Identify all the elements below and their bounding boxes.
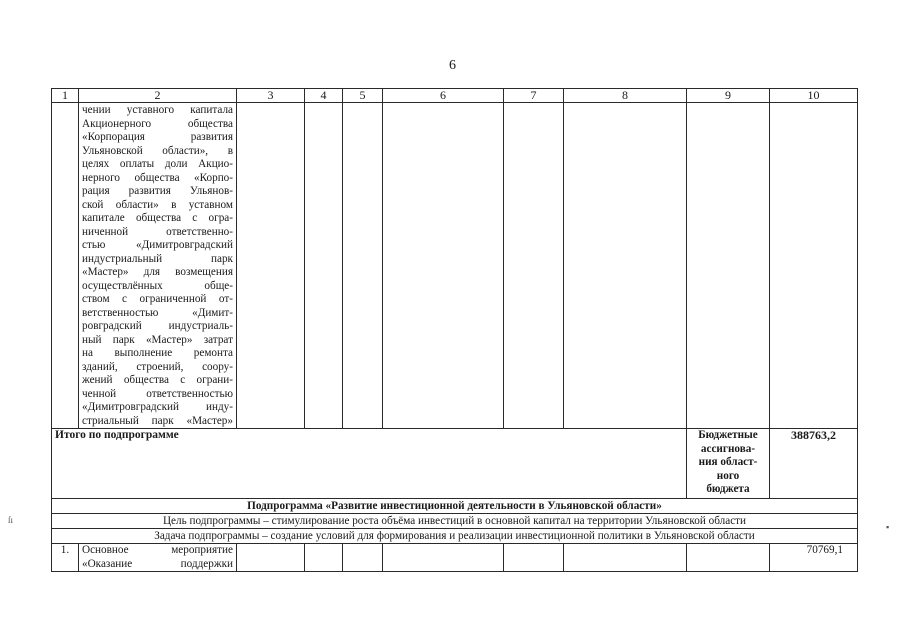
measure-text-line: стью «Димитровградский [82, 239, 233, 251]
subprogram-task: Задача подпрограммы – создание условий для формирования и реализации инвестиционной политики в Ульяновской области [52, 529, 858, 544]
row-amount: 70769,1 [770, 544, 858, 572]
measure-text-line: жений общества с ограни- [82, 374, 233, 386]
measure-text [82, 104, 233, 428]
subprogram-title-row [52, 499, 858, 514]
subprogram-task-row [52, 529, 858, 544]
column-header: 4 [305, 89, 343, 103]
column-number-row [52, 89, 858, 103]
column-header: 8 [564, 89, 687, 103]
measure-text-line: ветственностью «Димит- [82, 306, 233, 319]
measure-text-line: ством с ограниченной от- [82, 293, 233, 305]
margin-mark: ſı [8, 515, 14, 525]
page-number: 6 [449, 58, 456, 73]
measure-text-line: целях оплаты доли Акцио- [82, 158, 233, 170]
row-description: Основное мероприятие «Оказание поддержки [79, 544, 237, 572]
subprogram-title: Подпрограмма «Развитие инвестиционной деятельности в Ульяновской области» [52, 499, 858, 514]
measure-text-line: «Димитровградский инду- [82, 401, 233, 413]
column-header: 2 [79, 89, 237, 103]
subprogram-goal-row [52, 514, 858, 529]
measure-text-line: ниченной ответственно- [82, 225, 233, 238]
measure-text-line: ской области» в уставном [82, 198, 233, 211]
table-row [52, 544, 858, 572]
column-header: 6 [383, 89, 504, 103]
measure-text-line: капитале общества с огра- [82, 212, 233, 224]
column-header: 3 [237, 89, 305, 103]
measure-text-line: осуществлённых обще- [82, 279, 233, 292]
subprogram-goal: Цель подпрограммы – стимулирование роста объёма инвестиций в основной капитал на территории Ульяновской области [52, 514, 858, 529]
row-number: 1. [52, 544, 79, 572]
measure-description [79, 103, 237, 429]
measure-text-line: стриальный парк «Мастер» [82, 414, 233, 427]
margin-mark: ▪ [886, 522, 890, 532]
budget-table [51, 88, 858, 572]
measure-text-line: на выполнение ремонта [82, 347, 233, 359]
measure-text-line: ровградский индустриаль- [82, 320, 233, 332]
subtotal-label: Итого по подпрограмме [52, 429, 687, 499]
measure-text-line: Ульяновской области», в [82, 144, 233, 157]
column-header: 10 [770, 89, 858, 103]
measure-text-line: ченной ответственностью [82, 387, 233, 400]
subtotal-amount: 388763,2 [770, 429, 858, 499]
measure-text-line: рация развития Ульянов- [82, 185, 233, 197]
measure-text-line: чении уставного капитала [82, 104, 233, 116]
measure-text-line: нерного общества «Корпо- [82, 171, 233, 184]
measure-text-line: Акционерного общества [82, 117, 233, 130]
column-header: 5 [343, 89, 383, 103]
measure-text-line: «Мастер» для возмещения [82, 266, 233, 278]
measure-text-line: «Корпорация развития [82, 131, 233, 143]
subtotal-row [52, 429, 858, 499]
subtotal-source: Бюджетные ассигнова- ния област- ного бюджета [687, 429, 770, 499]
column-header: 9 [687, 89, 770, 103]
measure-text-line: индустриальный парк [82, 252, 233, 265]
measure-text-line: зданий, строений, соору- [82, 360, 233, 373]
measure-row [52, 103, 858, 429]
measure-text-line: ный парк «Мастер» затрат [82, 333, 233, 346]
column-header: 7 [504, 89, 564, 103]
column-header: 1 [52, 89, 79, 103]
